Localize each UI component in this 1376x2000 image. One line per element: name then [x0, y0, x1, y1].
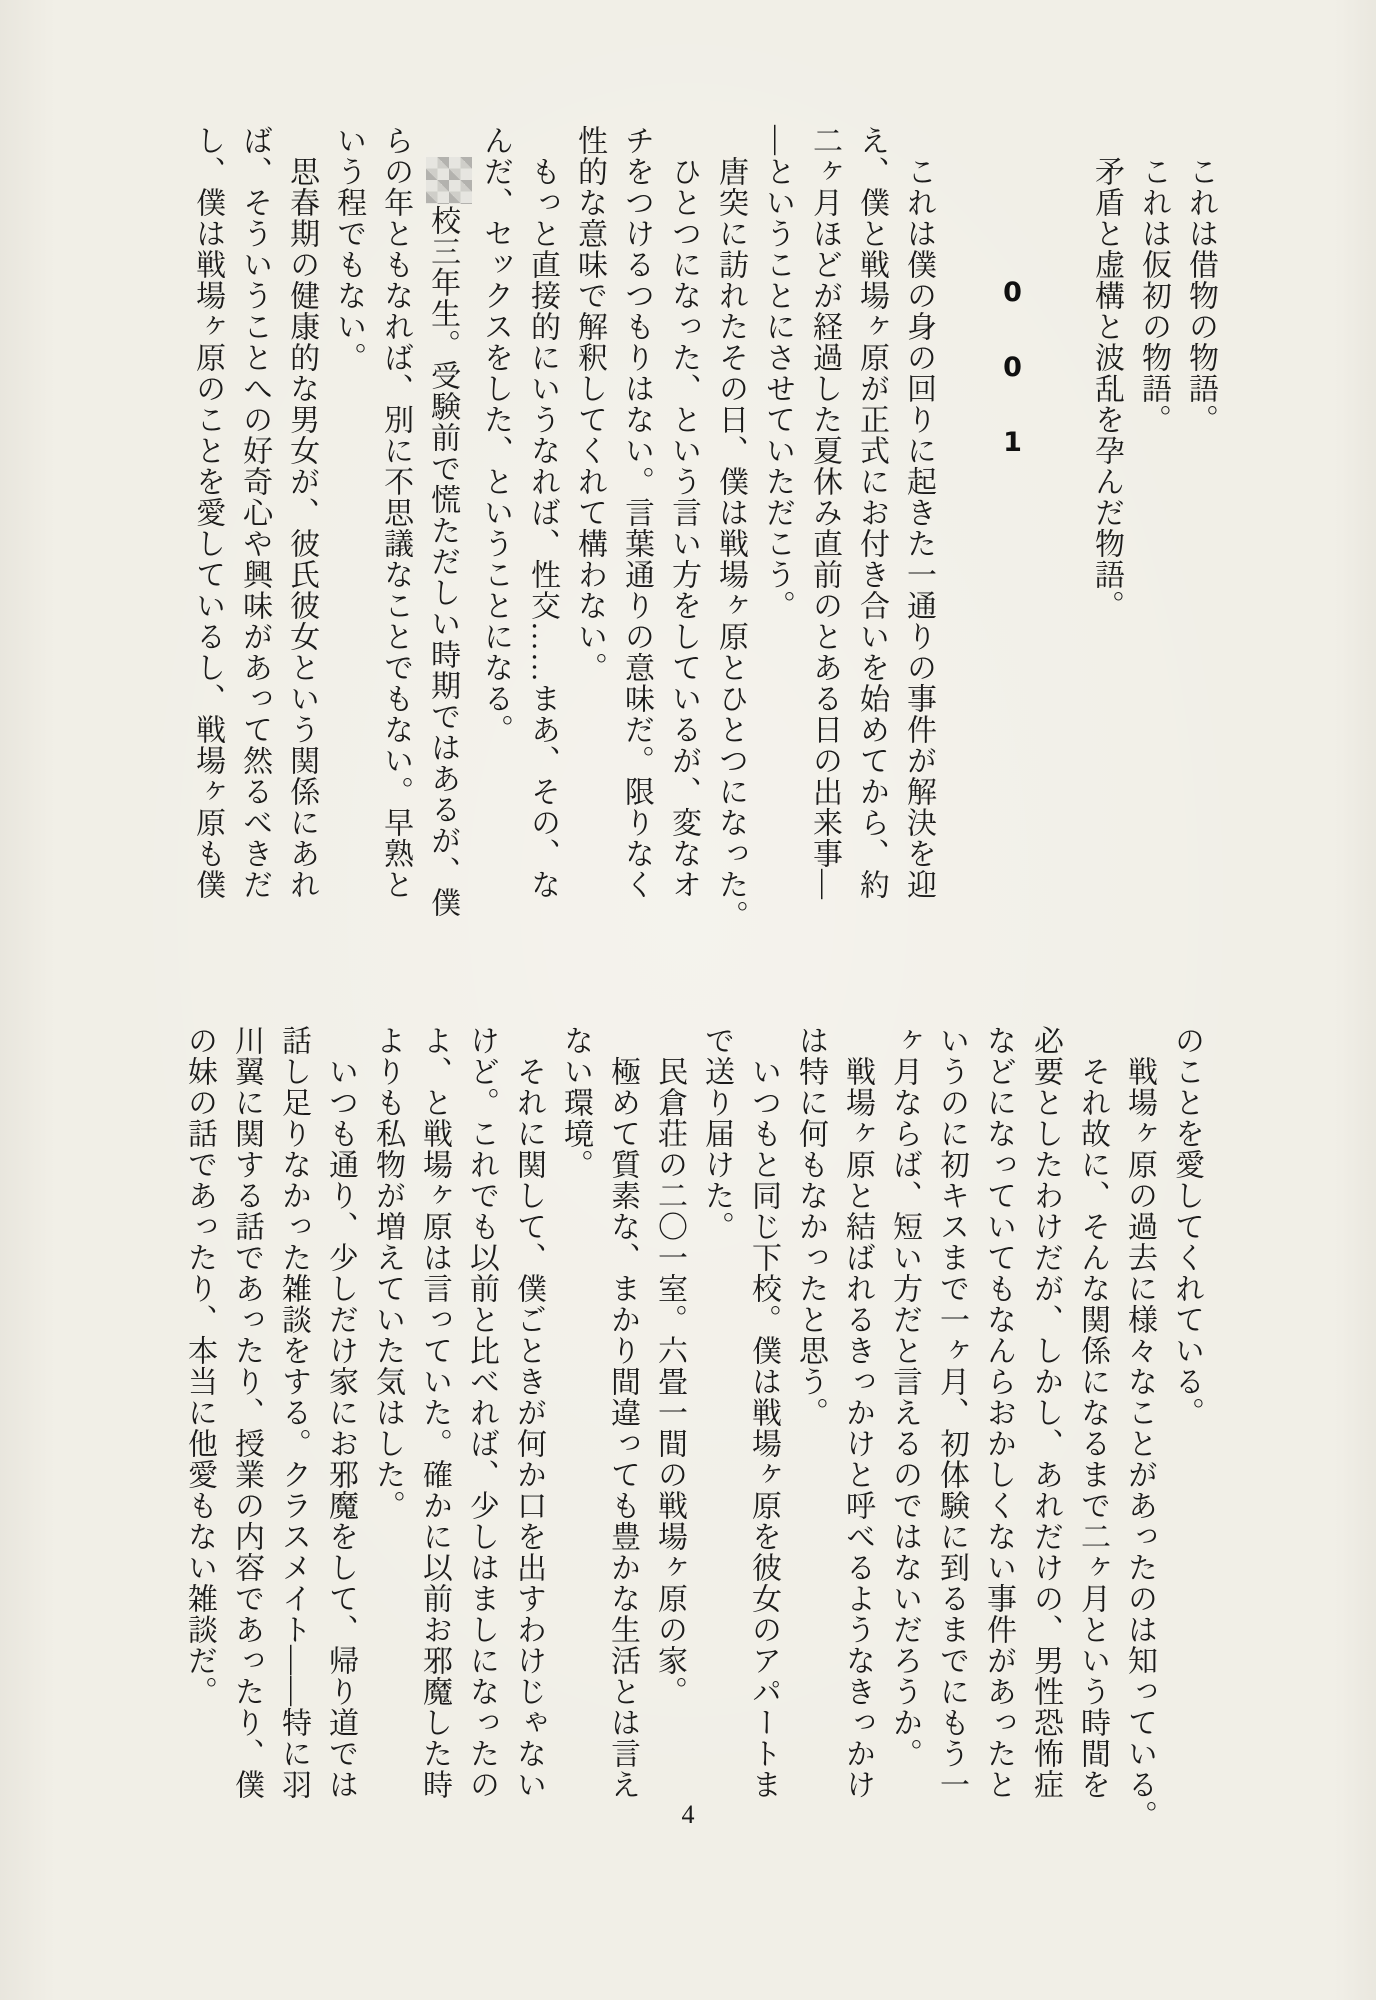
text-column: ば、そういうことへの好奇心や興味があって然るべきだ	[238, 125, 272, 900]
text-column: らの年ともなれば、別に不思議なことでもない。早熟と	[379, 125, 413, 900]
chapter-number: 001	[997, 277, 1028, 502]
text-column: もっと直接的にいうなれば、性交……まあ、その、な	[526, 156, 559, 900]
text-column: ヶ月ならば、短い方だと言えるのではないだろうか。	[888, 1025, 921, 1769]
intro-line: これは借物の物語。	[1184, 156, 1217, 435]
censor-mosaic	[426, 157, 472, 204]
text-column: んだ、セックスをした、ということになる。	[479, 125, 512, 745]
text-column: いつも通り、少しだけ家にお邪魔をして、帰り道では	[324, 1056, 357, 1800]
intro-line: これは仮初の物語。	[1137, 156, 1170, 435]
text-column: ―ということにさせていただこう。	[761, 125, 794, 621]
text-column: し、僕は戦場ヶ原のことを愛しているし、戦場ヶ原も僕	[191, 125, 225, 900]
text-column: これは僕の身の回りに起きた一通りの事件が解決を迎	[902, 156, 935, 900]
text-column: 性的な意味で解釈してくれて構わない。	[573, 125, 606, 683]
text-column: え、僕と戦場ヶ原が正式にお付き合いを始めてから、約	[855, 125, 888, 900]
text-column: 唐突に訪れたその日、僕は戦場ヶ原とひとつになった。	[714, 156, 747, 931]
text-column: けど。これでも以前と比べれば、少しはましになったの	[465, 1025, 498, 1800]
column-gap	[942, 125, 989, 127]
text-column: ない環境。	[559, 1025, 592, 1180]
text-column: いつもと同じ下校。僕は戦場ヶ原を彼女のアパートま	[747, 1056, 780, 1800]
text-column: などになっていてもなんらおかしくない事件があったと	[982, 1025, 1015, 1800]
text-column: 戦場ヶ原と結ばれるきっかけと呼べるようなきっかけ	[841, 1056, 874, 1800]
column-text: 校三年生。受験前で慌ただしい時期ではあるが、僕	[426, 205, 460, 918]
text-column: は特に何もなかったと思う。	[794, 1025, 827, 1428]
page-number: 4	[681, 1800, 695, 1829]
text-column: の妹の話であったり、本当に他愛もない雑談だ。	[183, 1025, 216, 1707]
text-column: よりも私物が増えていた気はした。	[371, 1025, 404, 1521]
text-column: いう程でもない。	[332, 125, 366, 373]
lower-text-section	[176, 1025, 1210, 1831]
text-column: 必要としたわけだが、しかし、あれだけの、男性恐怖症	[1029, 1025, 1062, 1800]
upper-text-section	[184, 125, 1224, 931]
text-column: 話し足りなかった雑談をする。クラスメイト――特に羽	[277, 1025, 310, 1800]
text-column: 極めて質素な、まかり間違っても豊かな生活とは言え	[606, 1056, 639, 1800]
text-column: 思春期の健康的な男女が、彼氏彼女という関係にあれ	[285, 156, 319, 900]
text-column: いうのに初キスまで一ヶ月、初体験に到るまでにもう一	[935, 1025, 968, 1800]
text-column: チをつけるつもりはない。言葉通りの意味だ。限りなく	[620, 125, 653, 900]
text-column: のことを愛してくれている。	[1170, 1025, 1203, 1428]
text-column: それ故に、そんな関係になるまで二ヶ月という時間を	[1076, 1056, 1109, 1800]
text-column: 民倉荘の二〇一室。六畳一間の戦場ヶ原の家。	[653, 1056, 686, 1707]
text-column: 戦場ヶ原の過去に様々なことがあったのは知っている。	[1123, 1056, 1156, 1831]
text-column: で送り届けた。	[700, 1025, 733, 1242]
intro-line: 矛盾と虚構と波乱を孕んだ物語。	[1090, 156, 1123, 621]
text-column: ひとつになった、という言い方をしているが、変なオ	[667, 156, 700, 900]
text-column: それに関して、僕ごときが何か口を出すわけじゃない	[512, 1056, 545, 1800]
text-column: よ、と戦場ヶ原は言っていた。確かに以前お邪魔した時	[418, 1025, 451, 1800]
text-column: 川翼に関する話であったり、授業の内容であったり、僕	[230, 1025, 263, 1800]
text-column: 二ヶ月ほどが経過した夏休み直前のとある日の出来事―	[808, 125, 841, 900]
text-column-censored	[419, 125, 472, 931]
column-gap	[1036, 125, 1083, 127]
